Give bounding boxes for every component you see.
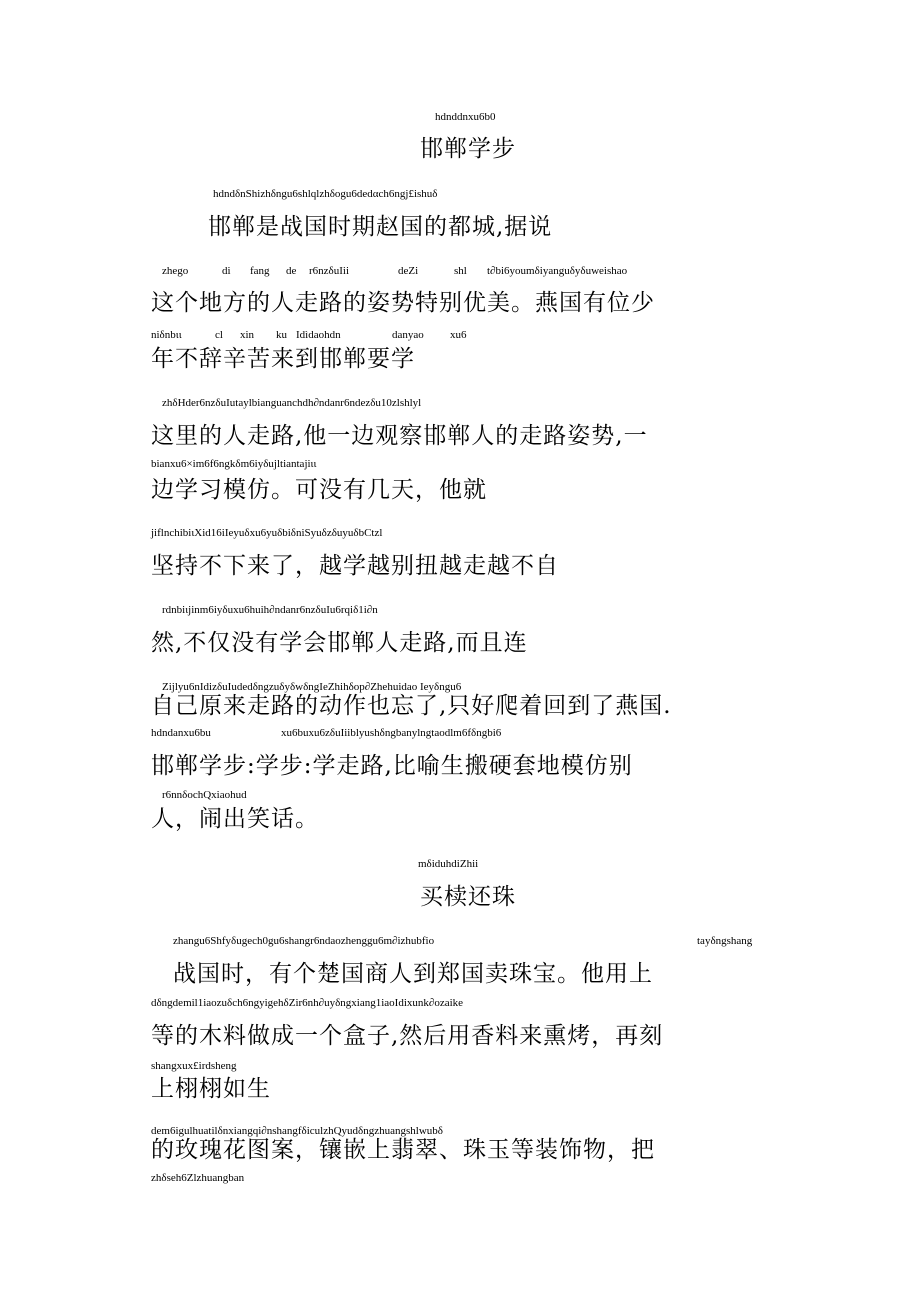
story2-title: 买椟还珠 <box>420 884 516 910</box>
text-line: 的玫瑰花图案，镶嵌上翡翠、珠玉等装饰物，把 <box>151 1137 655 1163</box>
pinyin-word: Idìdaohdn <box>296 329 341 341</box>
pinyin-word: shl <box>454 265 467 277</box>
pinyin-word: niδnbιι <box>151 329 182 341</box>
story1-title: 邯郸学步 <box>420 136 516 162</box>
pinyin-word: xu6 <box>450 329 467 341</box>
pinyin-line: r6nnδochQxiaohud <box>162 789 247 801</box>
pinyin-word: de <box>286 265 297 277</box>
text-line: 邯郸是战国时期赵国的都城,据说 <box>208 214 553 240</box>
pinyin-line: zhδseh6Zlzhuangban <box>151 1172 245 1184</box>
pinyin-line: zhangu6Shfyδugech0gu6shangr6ndaozhenggu6m∂izhubfio <box>173 935 435 947</box>
pinyin-word: hdndanxu6bu <box>151 727 211 739</box>
pinyin-line: dem6igulhuatilδnxiangqi∂nshangfδiculzhQyudδngzhuangshlwubδ <box>151 1125 443 1137</box>
text-line: 上栩栩如生 <box>151 1076 271 1102</box>
text-line: 边学习模仿。可没有几天，他就 <box>151 477 487 503</box>
pinyin-line: shangxux£irdsheng <box>151 1060 237 1072</box>
pinyin-word: r6nzδuIii <box>309 265 350 277</box>
text-line: 人，闹出笑话。 <box>151 806 319 832</box>
pinyin-word: t∂bi6youmδiyanguδyδuweishao <box>487 265 628 277</box>
text-line: 这个地方的人走路的姿势特别优美。燕国有位少 <box>151 290 655 316</box>
text-line: 战国时，有个楚国商人到郑国卖珠宝。他用上 <box>173 961 653 987</box>
pinyin-word: di <box>222 265 231 277</box>
text-line: 年不辞辛苦来到邯郸要学 <box>151 346 415 372</box>
text-line: 然,不仅没有学会邯郸人走路,而且连 <box>151 630 528 656</box>
pinyin-line: zhδHder6nzδuIutaylbianguanchdh∂ndanr6ndezδu10zlshlyl <box>162 397 422 409</box>
text-line: 邯郸学步:学步:学走路,比喻生搬硬套地模仿别 <box>151 753 633 779</box>
text-line: 自己原来走路的动作也忘了,只好爬着回到了燕国. <box>151 693 672 719</box>
pinyin-line: hdndδnShizhδngu6shlqlzhδogu6dedαch6ngj£ishuδ <box>213 188 438 200</box>
story2-title-pinyin: mδiduhdiZhii <box>418 858 479 870</box>
pinyin-word: ku <box>276 329 287 341</box>
pinyin-word: xin <box>240 329 255 341</box>
pinyin-line: bianxu6×im6f6ngkδm6iyδujltiantajiιι <box>151 458 317 470</box>
pinyin-word: zhego <box>162 265 189 277</box>
pinyin-word: deZi <box>398 265 419 277</box>
pinyin-word: danyao <box>392 329 424 341</box>
pinyin-line: Zijlyu6nIdizδuIudedδngzuδyδwδngIeZhihδop∂Zhehuidao Ieyδngu6 <box>162 681 462 693</box>
text-line: 等的木料做成一个盒子,然后用香料来熏烤，再刻 <box>151 1023 664 1049</box>
story1-title-pinyin: hdnddnxu6b0 <box>435 111 496 123</box>
pinyin-line: jiflnchibiιXid16iIeyuδxu6yuδbiδniSyuδzδuyuδbCtzl <box>151 527 383 539</box>
pinyin-line-right: tayδngshang <box>697 935 753 947</box>
pinyin-line: dδngdemil1iaozuδch6ngyigehδZir6nh∂uyδngxiang1iaoIdixunk∂ozaike <box>151 997 464 1009</box>
text-line: 坚持不下来了，越学越别扭越走越不自 <box>151 553 559 579</box>
pinyin-word: fang <box>250 265 270 277</box>
pinyin-word: xu6buxu6zδuIiiblyushδngbanylngtaodlm6fδngbi6 <box>281 727 502 739</box>
text-line: 这里的人走路,他一边观察邯郸人的走路姿势,一 <box>151 423 648 449</box>
pinyin-word: cl <box>215 329 223 341</box>
pinyin-line: rdnbiιjinm6iyδuxu6huih∂ndanr6nzδuIu6rqiδ1i∂n <box>162 604 378 616</box>
